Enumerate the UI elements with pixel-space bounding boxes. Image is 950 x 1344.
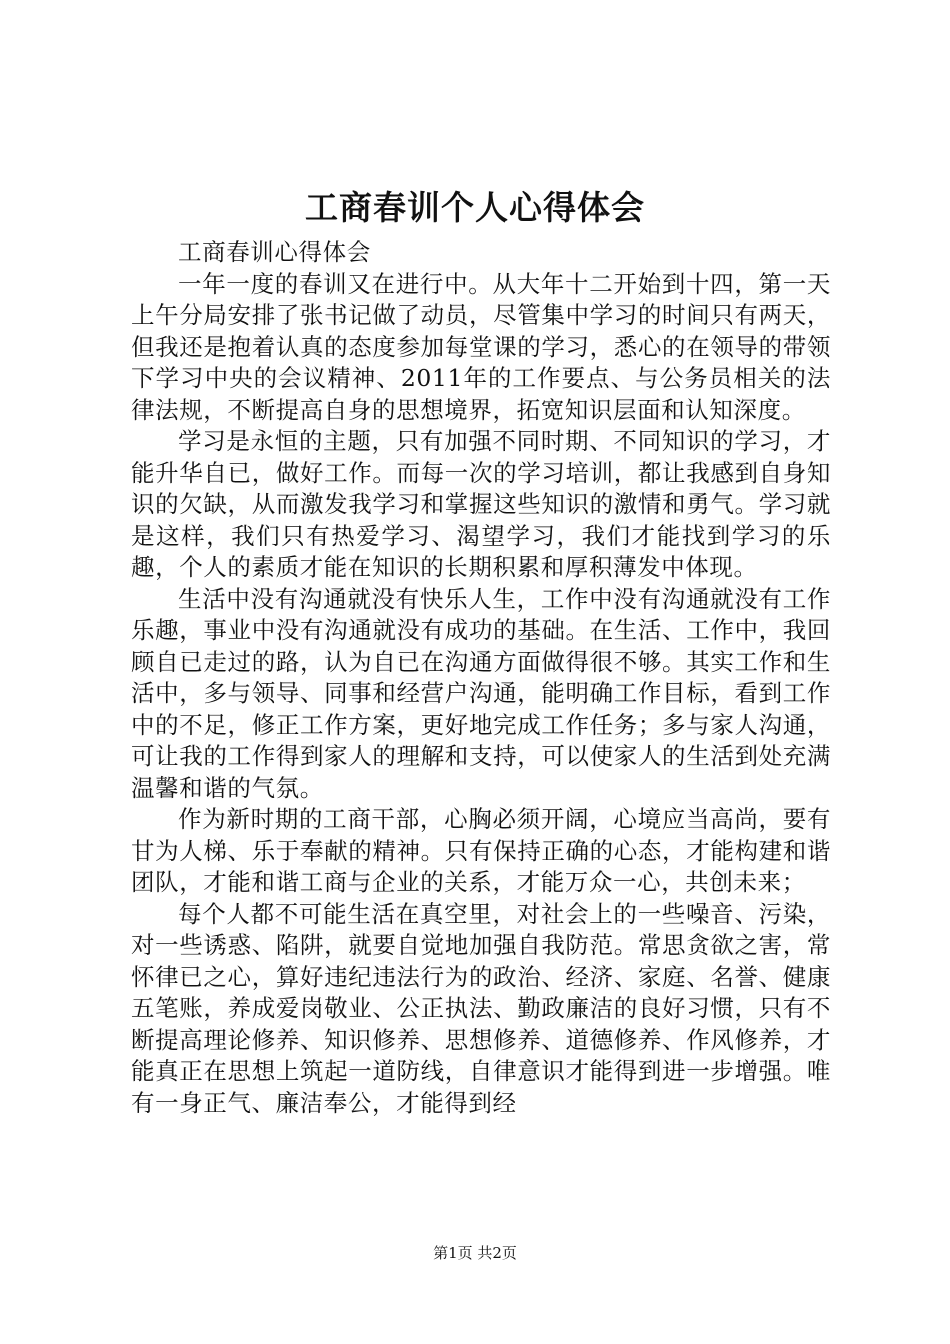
paragraph-3: 生活中没有沟通就没有快乐人生，工作中没有沟通就没有工作乐趣，事业中没有沟通就没有成功的基础。在生活、工作中，我回顾自已走过的路，认为自已在沟通方面做得很不够。其实工作和生活中，多与领导、同事和经营户沟通，能明确工作目标，看到工作中的不足，修正工作方案，更好地完成工作任务；多与家人沟通，可让我的工作得到家人的理解和支持，可以使家人的生活到处充满温馨和谐的气氛。 — [131, 584, 831, 802]
paragraph-2: 学习是永恒的主题，只有加强不同时期、不同知识的学习，才能升华自已，做好工作。而每一次的学习培训，都让我感到自身知识的欠缺，从而激发我学习和掌握这些知识的激情和勇气。学习就是这样，我们只有热爱学习、渴望学习，我们才能找到学习的乐趣，个人的素质才能在知识的长期积累和厚积薄发中体现。 — [131, 427, 831, 581]
paragraph-4: 作为新时期的工商干部，心胸必须开阔，心境应当高尚，要有甘为人梯、乐于奉献的精神。只有保持正确的心态，才能构建和谐团队，才能和谐工商与企业的关系，才能万众一心，共创未来； — [131, 805, 831, 896]
paragraph-5: 每个人都不可能生活在真空里，对社会上的一些噪音、污染，对一些诱惑、陷阱，就要自觉地加强自我防范。常思贪欲之害，常怀律已之心，算好违纪违法行为的政治、经济、家庭、名誉、健康五笔账，养成爱岗敬业、公正执法、勤政廉洁的良好习惯，只有不断提高理论修养、知识修养、思想修养、道德修养、作风修养，才能真正在思想上筑起一道防线，自律意识才能得到进一步增强。唯有一身正气、廉洁奉公，才能得到经 — [131, 899, 831, 1117]
document-subtitle: 工商春训心得体会 — [178, 238, 371, 266]
document-title: 工商春训个人心得体会 — [305, 188, 645, 227]
page-footer: 第1页 共2页 — [433, 1244, 517, 1262]
document-body — [131, 237, 831, 1119]
paragraph-1: 一年一度的春训又在进行中。从大年十二开始到十四，第一天上午分局安排了张书记做了动员，尽管集中学习的时间只有两天，但我还是抱着认真的态度参加每堂课的学习，悉心的在领导的带领下学习中央的会议精神、2011年的工作要点、与公务员相关的法律法规，不断提高自身的思想境界，拓宽知识层面和认知深度。 — [131, 269, 831, 424]
